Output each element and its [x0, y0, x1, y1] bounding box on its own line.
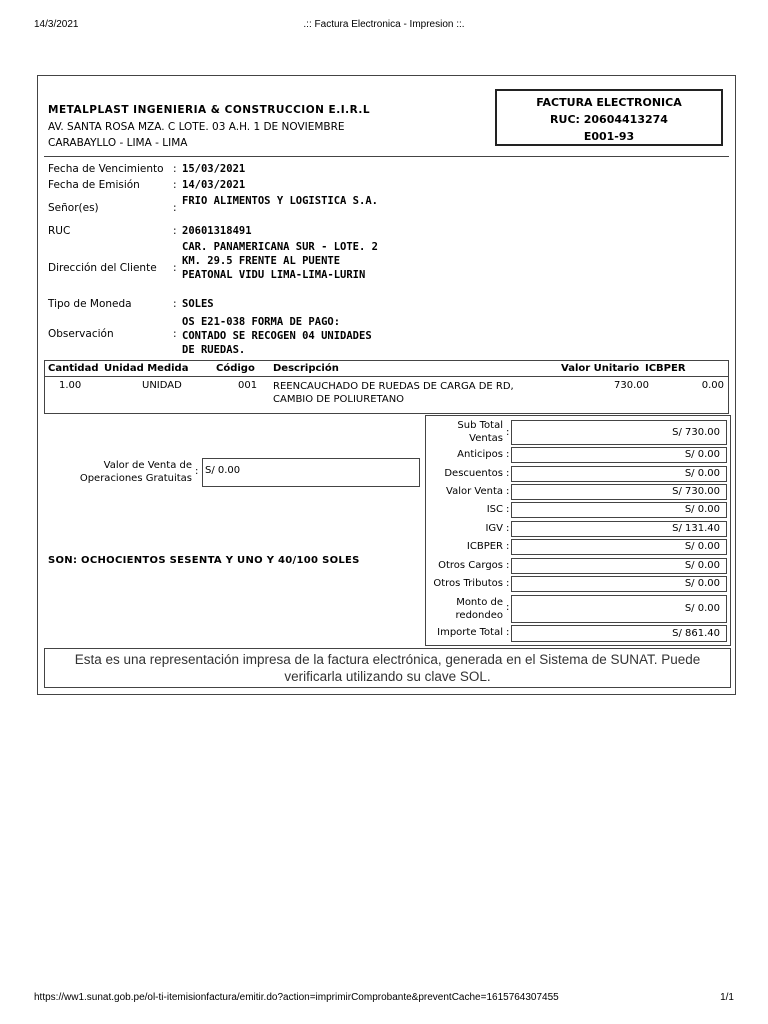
- notice-text: Esta es una representación impresa de la factura electrónica, generada en el Sistema de SUNAT. Puede verificarla utilizando su clave SOL.: [74, 652, 701, 684]
- obs-value: OS E21-038 FORMA DE PAGO: CONTADO SE RECOGEN 04 UNIDADES DE RUEDAS.: [182, 316, 372, 356]
- venc-label: Fecha de Vencimiento: [48, 163, 164, 175]
- sep: :: [506, 578, 510, 589]
- icbper-label: ICBPER: [466, 541, 503, 552]
- col-descripcion: Descripción: [273, 363, 339, 374]
- subtotal-value: S/ 730.00: [511, 420, 727, 445]
- notice-box: [44, 648, 731, 688]
- sep: :: [173, 163, 177, 175]
- sep: :: [506, 449, 510, 460]
- direccion-value: CAR. PANAMERICANA SUR - LOTE. 2 KM. 29.5 FRENTE AL PUENTE PEATONAL VIDU LIMA-LIMA-LURIN: [182, 241, 378, 281]
- cell-icbper: 0.00: [701, 380, 724, 391]
- anticipos-label: Anticipos: [457, 449, 503, 460]
- obs-label: Observación: [48, 328, 114, 340]
- items-table: [44, 360, 729, 414]
- print-date: 14/3/2021: [34, 19, 79, 30]
- document-number: E001-93: [583, 130, 635, 143]
- subtotal-label: Sub Total Ventas: [457, 420, 503, 444]
- sep: :: [506, 627, 510, 638]
- redondeo-label: Monto de redondeo: [455, 597, 503, 621]
- ruc-value: 20601318491: [182, 225, 252, 237]
- col-codigo: Código: [216, 363, 255, 374]
- sep: :: [506, 468, 510, 479]
- isc-label: ISC: [486, 504, 503, 515]
- igv-label: IGV: [485, 523, 503, 534]
- otroscargos-value: S/ 0.00: [511, 558, 727, 574]
- senor-label: Señor(es): [48, 202, 99, 214]
- icbper-value: S/ 0.00: [511, 539, 727, 555]
- sep: :: [173, 179, 177, 191]
- descuentos-value: S/ 0.00: [511, 466, 727, 482]
- sep: :: [506, 560, 510, 571]
- gratuitas-value: S/ 0.00: [202, 458, 420, 487]
- cell-descripcion: REENCAUCHADO DE RUEDAS DE CARGA DE RD, CAMBIO DE POLIURETANO: [273, 381, 514, 405]
- total-label: Importe Total: [437, 627, 503, 638]
- sep: :: [173, 202, 177, 214]
- emision-value: 14/03/2021: [182, 179, 246, 191]
- sep: :: [173, 298, 177, 310]
- moneda-value: SOLES: [182, 298, 214, 310]
- otrostributos-label: Otros Tributos: [433, 578, 503, 589]
- cell-codigo: 001: [238, 380, 258, 391]
- sep: :: [506, 427, 510, 438]
- totals-panel: [425, 415, 731, 646]
- cell-valor-unitario: 730.00: [614, 380, 649, 391]
- sep: :: [506, 602, 510, 613]
- table-row: [45, 380, 728, 412]
- sep: :: [506, 523, 510, 534]
- sep: :: [195, 466, 199, 477]
- venc-value: 15/03/2021: [182, 163, 246, 175]
- valorventa-value: S/ 730.00: [511, 484, 727, 500]
- total-value: S/ 861.40: [511, 625, 727, 642]
- redondeo-value: S/ 0.00: [511, 595, 727, 623]
- otrostributos-value: S/ 0.00: [511, 576, 727, 592]
- ruc-label: RUC: [48, 225, 71, 237]
- gratuitas-label: Valor de Venta de Operaciones Gratuitas: [79, 460, 192, 484]
- cell-unidad: UNIDAD: [142, 380, 182, 391]
- emision-label: Fecha de Emisión: [48, 179, 140, 191]
- items-header-divider: [45, 376, 728, 377]
- print-title: .:: Factura Electronica - Impresion ::.: [303, 19, 465, 30]
- senor-value: FRIO ALIMENTOS Y LOGISTICA S.A.: [182, 195, 378, 207]
- sep: :: [173, 328, 177, 340]
- moneda-label: Tipo de Moneda: [48, 298, 132, 310]
- anticipos-value: S/ 0.00: [511, 447, 727, 463]
- document-type: FACTURA ELECTRONICA: [536, 96, 682, 109]
- document-ruc: RUC: 20604413274: [550, 113, 668, 126]
- igv-value: S/ 131.40: [511, 521, 727, 537]
- sep: :: [506, 504, 510, 515]
- print-page: 1/1: [720, 992, 734, 1003]
- sep: :: [173, 262, 177, 274]
- cell-cantidad: 1.00: [59, 380, 82, 391]
- col-cantidad: Cantidad: [48, 363, 99, 374]
- print-url: https://ww1.sunat.gob.pe/ol-ti-itemisionfactura/emitir.do?action=imprimirComprobante&preventCache=1615764307455: [34, 992, 559, 1003]
- sep: :: [506, 486, 510, 497]
- col-icbper: ICBPER: [645, 363, 686, 374]
- issuer-address: AV. SANTA ROSA MZA. C LOTE. 03 A.H. 1 DE NOVIEMBRE: [48, 121, 345, 133]
- col-unidad: Unidad Medida: [104, 363, 189, 374]
- direccion-label: Dirección del Cliente: [48, 262, 157, 274]
- sep: :: [173, 225, 177, 237]
- document-box: [495, 89, 723, 146]
- amount-in-words: SON: OCHOCIENTOS SESENTA Y UNO Y 40/100 SOLES: [48, 555, 360, 566]
- descuentos-label: Descuentos: [444, 468, 503, 479]
- isc-value: S/ 0.00: [511, 502, 727, 518]
- invoice: [37, 75, 736, 695]
- issuer-name: METALPLAST INGENIERIA & CONSTRUCCION E.I.R.L: [48, 104, 371, 116]
- header-divider: [44, 156, 729, 157]
- issuer-location: CARABAYLLO - LIMA - LIMA: [48, 137, 188, 149]
- valorventa-label: Valor Venta: [446, 486, 503, 497]
- sep: :: [506, 541, 510, 552]
- col-valor-unitario: Valor Unitario: [561, 363, 640, 374]
- otroscargos-label: Otros Cargos: [438, 560, 503, 571]
